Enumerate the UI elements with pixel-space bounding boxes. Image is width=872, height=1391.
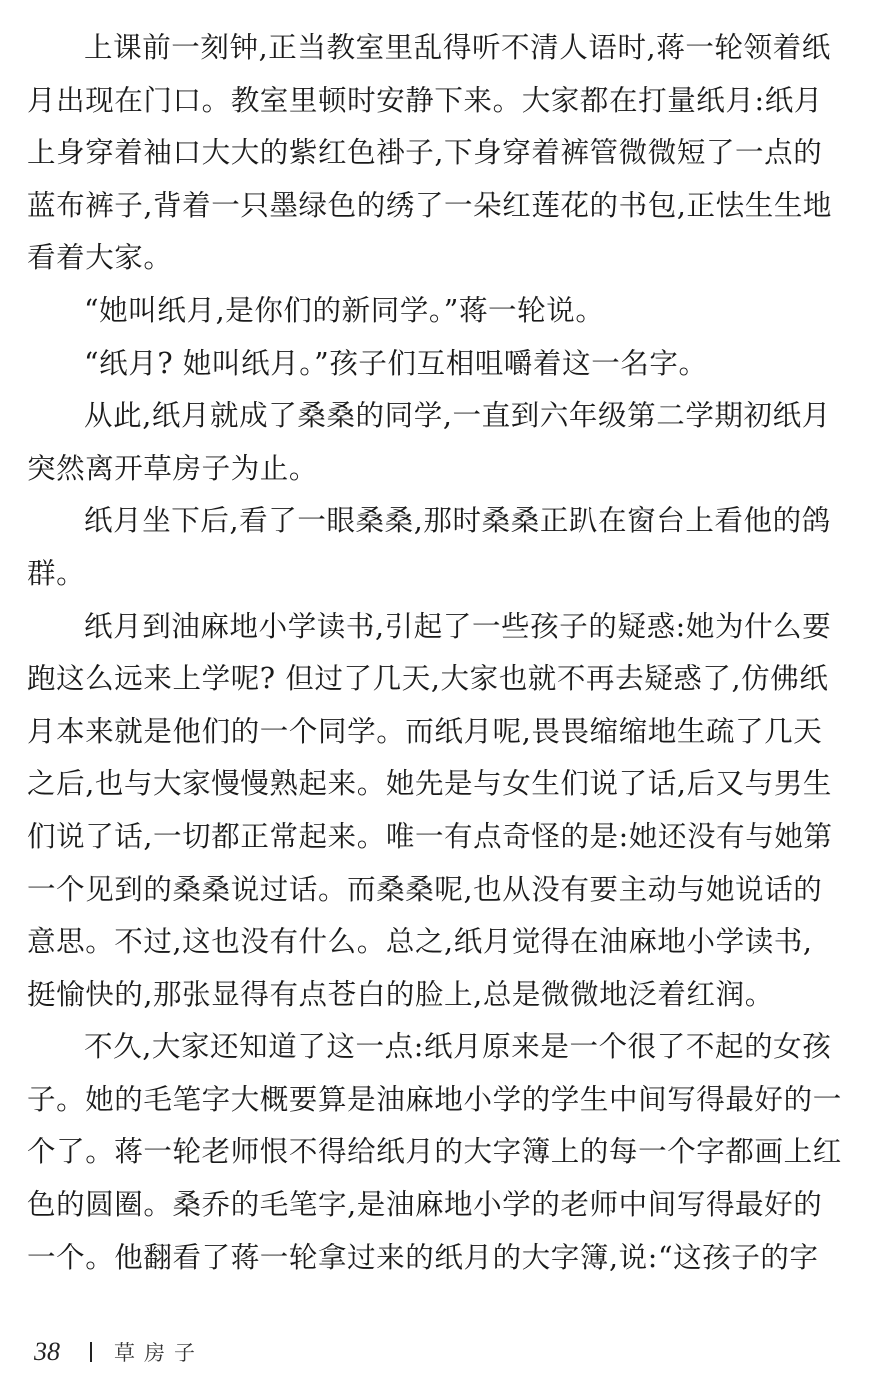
page-footer <box>34 1332 204 1372</box>
text-line: 蓝布裤子,背着一只墨绿色的绣了一朵红莲花的书包,正怯生生地 <box>27 188 833 222</box>
text-line: 子。她的毛笔字大概要算是油麻地小学的学生中间写得最好的一 <box>27 1082 842 1116</box>
text-line: “她叫纸月,是你们的新同学。”蒋一轮说。 <box>84 293 605 327</box>
text-line: 月本来就是他们的一个同学。而纸月呢,畏畏缩缩地生疏了几天 <box>27 714 823 748</box>
text-line: 色的圆圈。桑乔的毛笔字,是油麻地小学的老师中间写得最好的 <box>27 1188 823 1222</box>
text-line: 挺愉快的,那张显得有点苍白的脸上,总是微微地泛着红润。 <box>27 977 774 1011</box>
text-line: 纸月到油麻地小学读书,引起了一些孩子的疑惑:她为什么要 <box>84 609 832 643</box>
text-line: 个了。蒋一轮老师恨不得给纸月的大字簿上的每一个字都画上红 <box>27 1135 842 1169</box>
running-title: 草房子 <box>114 1341 204 1365</box>
text-line: 纸月坐下后,看了一眼桑桑,那时桑桑正趴在窗台上看他的鸽 <box>84 504 831 538</box>
text-line: 一个。他翻看了蒋一轮拿过来的纸月的大字簿,说:“这孩子的字 <box>27 1240 819 1274</box>
text-line: 群。 <box>27 556 86 590</box>
text-line: 不久,大家还知道了这一点:纸月原来是一个很了不起的女孩 <box>84 1030 832 1064</box>
text-line: 突然离开草房子为止。 <box>27 451 319 485</box>
text-line: 月出现在门口。教室里顿时安静下来。大家都在打量纸月:纸月 <box>27 83 823 117</box>
text-line: 从此,纸月就成了桑桑的同学,一直到六年级第二学期初纸月 <box>84 399 831 433</box>
text-line: 意思。不过,这也没有什么。总之,纸月觉得在油麻地小学读书, <box>27 925 813 959</box>
body-text <box>27 22 845 1284</box>
text-line: 一个见到的桑桑说过话。而桑桑呢,也从没有要主动与她说话的 <box>27 872 823 906</box>
page-number: 38 <box>34 1337 60 1366</box>
text-line: 上身穿着袖口大大的紫红色褂子,下身穿着裤管微微短了一点的 <box>27 136 823 170</box>
text-line: 看着大家。 <box>27 241 173 275</box>
text-line: 上课前一刻钟,正当教室里乱得听不清人语时,蒋一轮领着纸 <box>84 31 831 64</box>
footer-separator <box>90 1342 92 1362</box>
text-line: 之后,也与大家慢慢熟起来。她先是与女生们说了话,后又与男生 <box>27 767 833 801</box>
text-line: “纸月? 她叫纸月。”孩子们互相咀嚼着这一名字。 <box>84 346 708 380</box>
text-line: 跑这么远来上学呢? 但过了几天,大家也就不再去疑惑了,仿佛纸 <box>27 662 829 696</box>
text-line: 们说了话,一切都正常起来。唯一有点奇怪的是:她还没有与她第 <box>27 819 833 853</box>
